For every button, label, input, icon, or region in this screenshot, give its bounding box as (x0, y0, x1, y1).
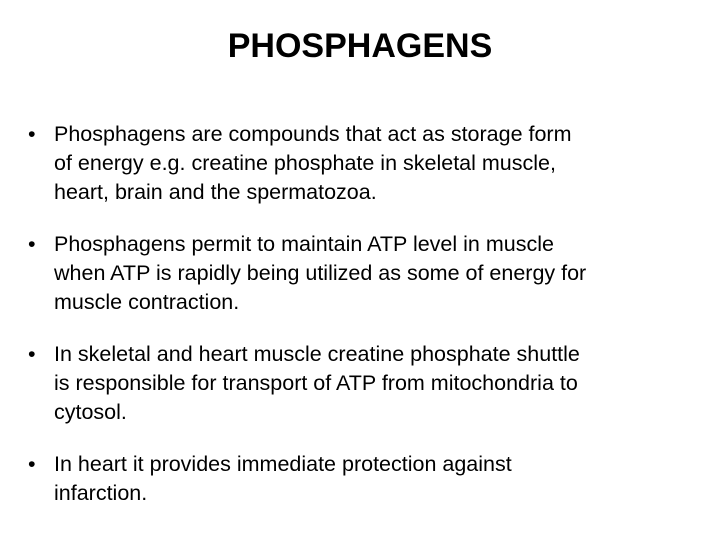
bullet-line: cytosol. (54, 400, 127, 424)
slide-title: PHOSPHAGENS (227, 27, 493, 65)
bullet-marker: • (28, 232, 36, 256)
bullet-text (54, 230, 720, 317)
bullet-item (28, 340, 720, 427)
bullet-text (54, 340, 720, 427)
bullet-marker: • (28, 122, 36, 146)
bullet-line: muscle contraction. (54, 290, 240, 314)
bullet-marker: • (28, 342, 36, 366)
bullet-line: is responsible for transport of ATP from mitochondria to (54, 371, 578, 395)
bullet-line: In skeletal and heart muscle creatine phosphate shuttle (54, 342, 580, 366)
bullet-marker: • (28, 452, 36, 476)
bullet-line: infarction. (54, 481, 148, 505)
bullet-line: of energy e.g. creatine phosphate in skeletal muscle, (54, 151, 556, 175)
bullet-line: Phosphagens permit to maintain ATP level in muscle (54, 232, 554, 256)
bullet-text (54, 120, 720, 207)
bullet-item (28, 120, 720, 207)
bullet-line: heart, brain and the spermatozoa. (54, 180, 377, 204)
bullet-line: In heart it provides immediate protection against (54, 452, 512, 476)
bullet-item (28, 450, 720, 508)
bullet-text (54, 450, 720, 508)
bullet-line: Phosphagens are compounds that act as storage form (54, 122, 572, 146)
bullet-item (28, 230, 720, 317)
bullet-line: when ATP is rapidly being utilized as some of energy for (54, 261, 587, 285)
